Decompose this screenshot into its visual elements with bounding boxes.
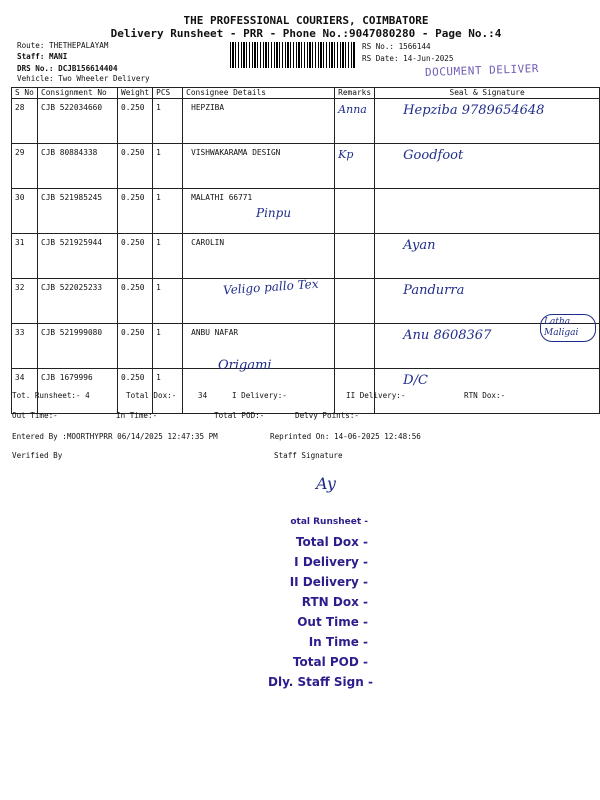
in-time-label: In Time:- xyxy=(116,411,158,420)
runsheet-table xyxy=(11,87,600,414)
handwritten-sign-row30: Pinpu xyxy=(256,206,292,220)
cell-consignee: VISHWAKARAMA DESIGN xyxy=(183,144,335,189)
handwritten-latha-maligai: Latha Maligai xyxy=(540,314,596,342)
cell-consignee: MALATHI 66771 xyxy=(183,189,335,234)
cell-sno: 32 xyxy=(12,279,38,324)
cell-remark-hw xyxy=(335,234,375,279)
cell-weight: 0.250 xyxy=(118,369,153,414)
cell-sig-hw: Goodfoot xyxy=(375,144,600,189)
cell-sno: 28 xyxy=(12,99,38,144)
total-dox-value: 34 xyxy=(198,391,208,400)
total-dox-label: Total Dox:- xyxy=(126,391,177,400)
cell-remark-hw: Kp xyxy=(335,144,375,189)
cell-pcs: 1 xyxy=(153,279,183,324)
rtn-dox-label: RTN Dox:- xyxy=(464,391,506,400)
cell-sig-hw: Hepziba 9789654648 xyxy=(375,99,600,144)
cell-cno: CJB 522034660 xyxy=(38,99,118,144)
table-row xyxy=(12,234,600,279)
stamp-line: Dly. Staff Sign - xyxy=(268,675,373,689)
cell-sno: 29 xyxy=(12,144,38,189)
handwritten-consignee-row32: Veligo pallo Tex xyxy=(222,276,319,298)
table-row xyxy=(12,324,600,369)
cell-weight: 0.250 xyxy=(118,279,153,324)
table-row xyxy=(12,144,600,189)
i-delivery-label: I Delivery:- xyxy=(232,391,287,400)
staff-label: Staff: MANI xyxy=(17,52,68,61)
cell-cno: CJB 1679996 xyxy=(38,369,118,414)
verified-by-label: Verified By xyxy=(12,451,63,460)
cell-weight: 0.250 xyxy=(118,189,153,234)
table-row xyxy=(12,99,600,144)
cell-sig-hw: Ayan xyxy=(375,234,600,279)
header-weight: Weight xyxy=(118,88,153,99)
entered-by: Entered By :MOORTHYPRR 06/14/2025 12:47:35 PM xyxy=(12,432,218,441)
cell-consignee: HEPZIBA xyxy=(183,99,335,144)
cell-remark-hw xyxy=(335,324,375,369)
cell-cno: CJB 521985245 xyxy=(38,189,118,234)
reprinted-on: Reprinted On: 14-06-2025 12:48:56 xyxy=(270,432,421,441)
route-label: Route: THETHEPALAYAM xyxy=(17,41,109,50)
cell-pcs: 1 xyxy=(153,369,183,414)
ii-delivery-label: II Delivery:- xyxy=(346,391,406,400)
barcode-image xyxy=(230,42,356,68)
cell-cno: CJB 521999080 xyxy=(38,324,118,369)
cell-sig-hw: D/C xyxy=(375,369,600,414)
rs-date: RS Date: 14-Jun-2025 xyxy=(362,54,454,63)
cell-sno: 30 xyxy=(12,189,38,234)
stamp-line: otal Runsheet - xyxy=(290,517,368,527)
header-consignee: Consignee Details xyxy=(183,88,335,99)
cell-pcs: 1 xyxy=(153,324,183,369)
cell-consignee: CAROLIN xyxy=(183,234,335,279)
vehicle-label: Vehicle: Two Wheeler Delivery xyxy=(17,74,150,83)
cell-pcs: 1 xyxy=(153,189,183,234)
handwritten-consignee-row34: Origami xyxy=(218,358,272,373)
cell-sno: 34 xyxy=(12,369,38,414)
stamp-line: RTN Dox - xyxy=(301,595,368,609)
cell-pcs: 1 xyxy=(153,144,183,189)
stamp-line: I Delivery - xyxy=(294,555,368,569)
cell-remark-hw: Anna xyxy=(335,99,375,144)
table-row xyxy=(12,369,600,414)
cell-sno: 31 xyxy=(12,234,38,279)
cell-weight: 0.250 xyxy=(118,99,153,144)
cell-pcs: 1 xyxy=(153,99,183,144)
document-delivered-stamp: DOCUMENT DELIVER xyxy=(424,62,540,79)
rs-no: RS No.: 1566144 xyxy=(362,42,431,51)
staff-signature-mark: Ay xyxy=(316,474,336,493)
stamp-line: In Time - xyxy=(308,635,368,649)
cell-sno: 33 xyxy=(12,324,38,369)
stamp-line: Out Time - xyxy=(297,615,368,629)
cell-sig-hw: Anu 8608367 xyxy=(375,324,600,369)
out-time-label: Out Time:- xyxy=(12,411,58,420)
stamp-line: II Delivery - xyxy=(289,575,368,589)
cell-cno: CJB 521925944 xyxy=(38,234,118,279)
cell-weight: 0.250 xyxy=(118,144,153,189)
runsheet-subtitle: Delivery Runsheet - PRR - Phone No.:9047080280 - Page No.:4 xyxy=(110,27,502,40)
summary-stamp-block xyxy=(268,512,373,692)
cell-weight: 0.250 xyxy=(118,234,153,279)
cell-remark-hw xyxy=(335,189,375,234)
staff-signature-label: Staff Signature xyxy=(274,451,343,460)
header-sno: S No xyxy=(12,88,38,99)
cell-consignee: ANBU NAFAR xyxy=(183,324,335,369)
delvy-points-label: Delvy Points:- xyxy=(295,411,360,420)
company-title: THE PROFESSIONAL COURIERS, COIMBATORE xyxy=(183,14,429,27)
header-seal-signature: Seal & Signature xyxy=(375,88,600,99)
total-pod-label: Total POD:- xyxy=(214,411,265,420)
stamp-line: Total POD - xyxy=(292,655,368,669)
stamp-line: Total Dox - xyxy=(295,535,368,549)
table-header-row xyxy=(12,88,600,99)
cell-sig-hw: Pandurra xyxy=(375,279,600,324)
header-remarks: Remarks xyxy=(335,88,375,99)
cell-sig-hw xyxy=(375,189,600,234)
header-pcs: PCS xyxy=(153,88,183,99)
tot-runsheet: Tot. Runsheet:- 4 xyxy=(12,391,90,400)
cell-remark-hw xyxy=(335,279,375,324)
cell-cno: CJB 80884338 xyxy=(38,144,118,189)
cell-pcs: 1 xyxy=(153,234,183,279)
drs-label: DRS No.: DCJB156614404 xyxy=(17,64,118,73)
table-row xyxy=(12,189,600,234)
header-consignment: Consignment No xyxy=(38,88,118,99)
cell-weight: 0.250 xyxy=(118,324,153,369)
cell-cno: CJB 522025233 xyxy=(38,279,118,324)
